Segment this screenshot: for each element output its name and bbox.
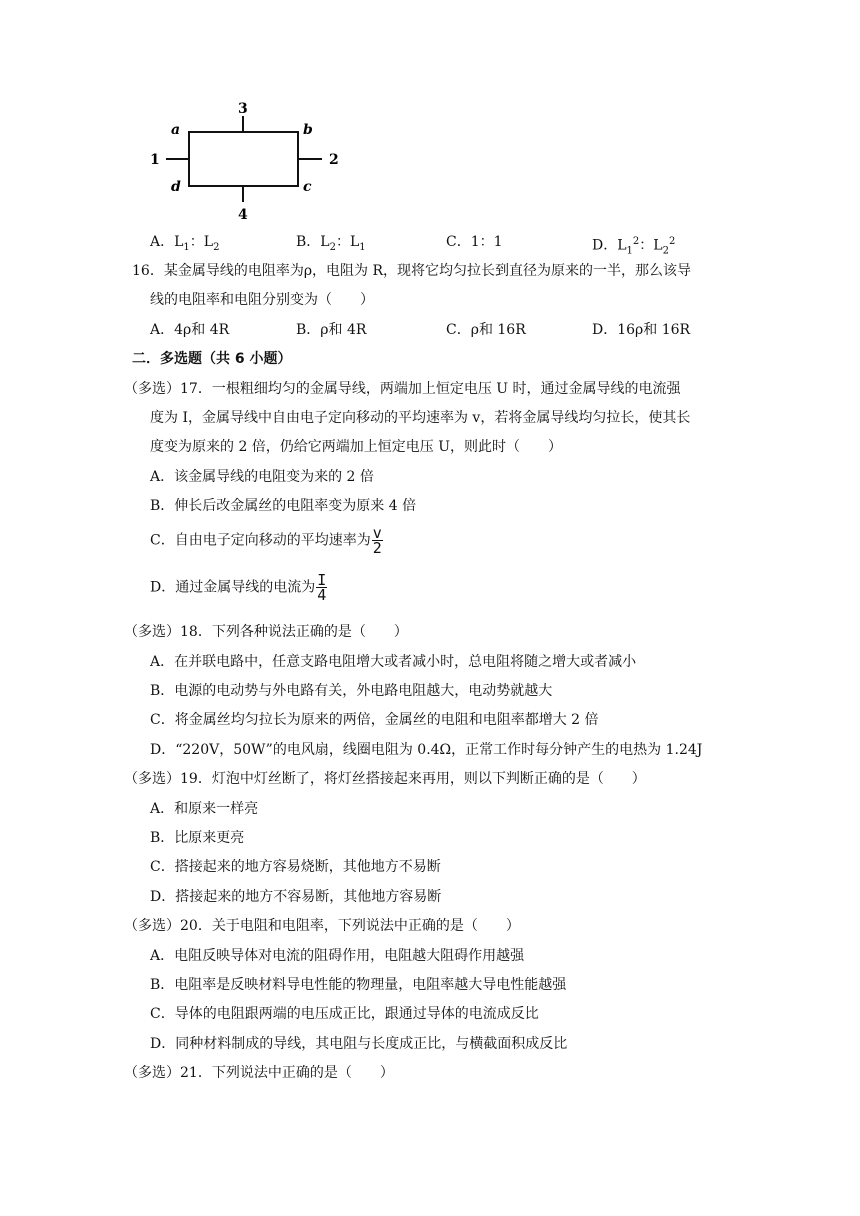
q18-stem: （多选）18．下列各种说法正确的是（ ） [124,624,408,640]
q15-d-sub2: 2 [662,245,669,257]
q15-d-sup2: 2 [668,236,676,247]
q17-c-numerator: v [372,524,382,542]
q15-b-sub1: 2 [329,241,336,253]
resistor-block-figure [140,98,360,228]
q20-option-c: C．导体的电阻跟两端的电压成正比，跟通过导体的电流成反比 [150,1006,539,1022]
terminal-1-label: 1 [150,152,160,168]
q20-stem: （多选）20．关于电阻和电阻率，下列说法中正确的是（ ） [124,918,520,934]
corner-b-label: b [303,122,313,138]
q15-option-a [150,232,219,258]
q16-stem-line1: 16．某金属导线的电阻率为ρ，电阻为 R，现将它均匀拉长到直径为原来的一半，那么该导 [132,263,692,279]
corner-c-label: c [303,179,312,195]
q17-d-denominator: 4 [317,586,327,604]
q19-option-b: B．比原来更亮 [150,830,245,846]
q19-option-c: C．搭接起来的地方容易烧断，其他地方不易断 [150,859,441,875]
q17-stem-line3: 度变为原来的 2 倍，仍给它两端加上恒定电压 U，则此时（ ） [150,439,563,455]
q15-d-sup1: 2 [632,236,640,247]
q18-option-d: D．“220V，50W”的电风扇，线圈电阻为 0.4Ω，正常工作时每分钟产生的电热为 1.24J [150,742,703,758]
q15-option-c: C．1：1 [446,234,503,250]
q19-option-a: A．和原来一样亮 [150,801,259,817]
q17-option-a: A．该金属导线的电阻变为来的 2 倍 [150,469,374,485]
q15-a-sub1: 1 [183,241,190,253]
q17-c-text: C．自由电子定向移动的平均速率为 [150,532,371,549]
q20-option-a: A．电阻反映导体对电流的阻碍作用，电阻越大阻碍作用越强 [150,948,525,964]
q17-c-denominator: 2 [372,539,382,557]
q15-b-sub2: 1 [359,241,366,253]
q17-option-c [150,526,383,555]
q15-option-d [592,232,675,261]
terminal-2-label: 2 [329,152,339,168]
corner-a-label: a [171,122,181,138]
q18-option-a: A．在并联电路中，任意支路电阻增大或者减小时，总电阻将随之增大或者减小 [150,654,637,670]
terminal-4-label: 4 [238,207,248,223]
q20-option-d: D．同种材料制成的导线，其电阻与长度成正比，与横截面积成反比 [150,1036,568,1052]
q19-stem: （多选）19．灯泡中灯丝断了，将灯丝搭接起来再用，则以下判断正确的是（ ） [124,771,646,787]
terminal-3-label: 3 [238,101,248,117]
q20-option-b: B．电阻率是反映材料导电性能的物理量，电阻率越大导电性能越强 [150,977,567,993]
q17-d-fraction [316,573,327,602]
q15-b-prefix: B．L [296,234,330,250]
q18-option-c: C．将金属丝均匀拉长为原来的两倍，金属丝的电阻和电阻率都增大 2 倍 [150,712,599,728]
q18-option-b: B．电源的电动势与外电路有关，外电路电阻越大，电动势就越大 [150,683,553,699]
q16-option-b: B．ρ和 4R [296,322,367,338]
q17-c-fraction [372,526,383,555]
q17-option-b: B．伸长后改金属丝的电阻率变为原来 4 倍 [150,498,417,514]
q17-stem-line1: （多选）17．一根粗细均匀的金属导线，两端加上恒定电压 U 时，通过金属导线的电流强 [124,381,681,397]
q16-option-a: A．4ρ和 4R [150,322,230,338]
conductor-rectangle [189,132,298,186]
q17-option-d [150,573,327,602]
q16-option-d: D．16ρ和 16R [592,322,691,338]
q15-option-b [296,232,366,258]
q19-option-d: D．搭接起来的地方不容易断，其他地方容易断 [150,889,442,905]
q15-d-mid: ：L [639,237,663,254]
q15-d-sub1: 1 [626,245,633,257]
q15-a-sub2: 2 [213,241,220,253]
q17-stem-line2: 度为 I，金属导线中自由电子定向移动的平均速率为 v，若将金属导线均匀拉长，使其长 [150,410,691,426]
corner-d-label: d [171,179,181,195]
q15-a-prefix: A．L [150,234,184,250]
q17-d-numerator: I [317,571,327,589]
q21-stem: （多选）21．下列说法中正确的是（ ） [124,1065,394,1081]
q15-a-mid: ：L [189,234,214,250]
q15-d-prefix: D．L [592,237,627,254]
section-title: 二．多选题（共 6 小题） [132,351,292,367]
q15-b-mid: ：L [335,234,360,250]
q16-stem-line2: 线的电阻率和电阻分别变为（ ） [150,292,374,308]
q16-option-c: C．ρ和 16R [446,322,526,338]
q17-d-text: D．通过金属导线的电流为 [150,579,316,596]
